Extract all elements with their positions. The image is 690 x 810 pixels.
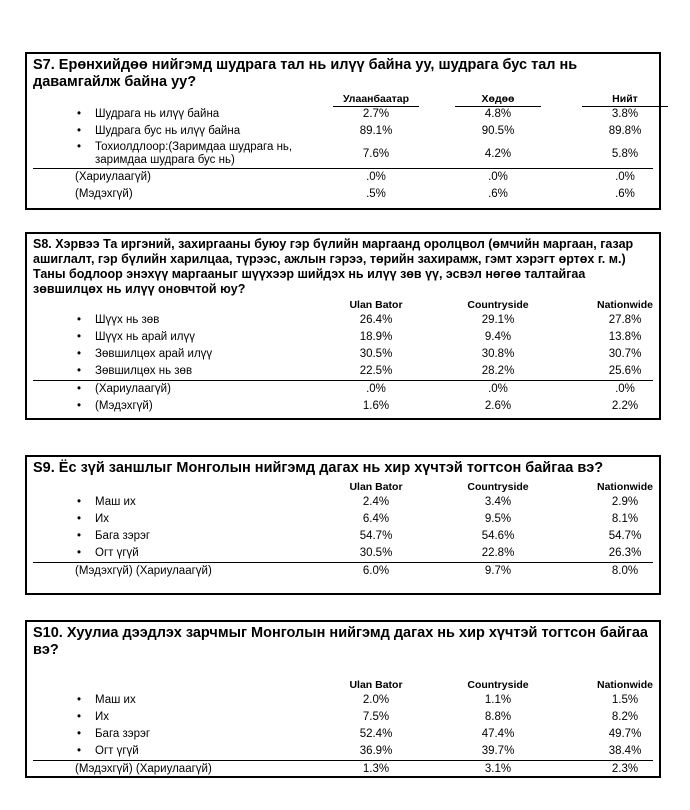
cell-value: 6.4% (362, 513, 390, 525)
cell-value: 7.5% (362, 711, 390, 723)
row-label: Огт үгүй (95, 547, 139, 559)
question-title: S7. Ерөнхийдөө нийгэмд шудрага тал нь илүү байна уу, шудрага бус тал нь давамгайлж байна уу? (33, 57, 578, 90)
row-label: (Хариулаагүй) (75, 171, 151, 183)
cell-value: 9.7% (484, 565, 512, 577)
row-label: Зөвшилцөх нь зөв (95, 365, 193, 377)
cell-value: 39.7% (481, 745, 515, 757)
col-header-countryside: Countryside (467, 299, 529, 311)
question-title: S9. Ёс зүй заншлыг Монголын нийгэмд дагах нь хир хүчтэй тогтсон байгаа вэ? (33, 460, 604, 476)
cell-value: 2.9% (611, 496, 639, 508)
bullet-icon: • (77, 348, 82, 360)
cell-value: 2.7% (362, 108, 390, 120)
cell-value: 26.4% (359, 314, 393, 326)
cell-value: 6.0% (362, 565, 390, 577)
cell-value: 4.2% (484, 148, 512, 160)
table-row (33, 186, 653, 203)
row-label: Шүүх нь зөв (95, 314, 160, 326)
col-header-ulan-bator: Ulan Bator (349, 481, 403, 493)
table-row (33, 743, 653, 760)
cell-value: .0% (488, 171, 508, 183)
table-row (33, 363, 653, 380)
row-label: (Мэдэхгүй) (Хариулаагүй) (75, 565, 212, 577)
table-row (33, 398, 653, 415)
col-header-nationwide: Nationwide (596, 481, 653, 493)
cell-value: 1.6% (362, 400, 390, 412)
table-row (33, 545, 653, 562)
cell-value: 8.8% (484, 711, 512, 723)
table-row (33, 528, 653, 545)
row-label: Огт үгүй (95, 745, 139, 757)
cell-value: 30.8% (481, 348, 515, 360)
col-header-ulaanbaatar: Улаанбаатар (331, 93, 421, 107)
cell-value: .0% (366, 171, 386, 183)
cell-value: 2.3% (611, 763, 639, 775)
cell-value: 1.3% (362, 763, 390, 775)
cell-value: 2.0% (362, 694, 390, 706)
cell-value: 2.2% (611, 400, 639, 412)
cell-value: 1.5% (611, 694, 639, 706)
cell-value: 52.4% (359, 728, 393, 740)
row-label: Шудрага нь илүү байна (95, 108, 220, 120)
row-label: Шудрага бус нь илүү байна (95, 125, 241, 137)
cell-value: 26.3% (608, 547, 642, 559)
table-row (33, 123, 653, 140)
row-label: Маш их (95, 694, 136, 706)
table-header (33, 481, 653, 494)
col-header-nationwide: Nationwide (596, 679, 653, 691)
cell-value: 30.5% (359, 547, 393, 559)
cell-value: 9.4% (484, 331, 512, 343)
table-row (33, 312, 653, 329)
table-row (33, 562, 653, 580)
bullet-icon: • (77, 547, 82, 559)
cell-value: 2.4% (362, 496, 390, 508)
cell-value: .0% (488, 383, 508, 395)
cell-value: 28.2% (481, 365, 515, 377)
table-row (33, 106, 653, 123)
bullet-icon: • (77, 314, 82, 326)
table-header (33, 299, 653, 312)
bullet-icon: • (77, 728, 82, 740)
bullet-icon: • (77, 711, 82, 723)
col-header-countryside: Countryside (467, 481, 529, 493)
col-header-ulan-bator: Ulan Bator (349, 679, 403, 691)
table-row (33, 709, 653, 726)
table-row (33, 346, 653, 363)
col-header-nationwide: Nationwide (596, 299, 653, 311)
cell-value: 8.2% (611, 711, 639, 723)
cell-value: 3.8% (611, 108, 639, 120)
cell-value: 29.1% (481, 314, 515, 326)
cell-value: 5.8% (611, 148, 639, 160)
table-header (33, 679, 653, 692)
col-header-countryside: Хөдөө (453, 93, 543, 107)
cell-value: 4.8% (484, 108, 512, 120)
cell-value: 3.1% (484, 763, 512, 775)
cell-value: 1.1% (484, 694, 512, 706)
cell-value: 90.5% (481, 125, 515, 137)
cell-value: .0% (366, 383, 386, 395)
cell-value: 30.7% (608, 348, 642, 360)
row-label: Бага зэрэг (95, 530, 151, 542)
cell-value: 49.7% (608, 728, 642, 740)
bullet-icon: • (77, 400, 82, 412)
cell-value: 8.0% (611, 565, 639, 577)
cell-value: 36.9% (359, 745, 393, 757)
cell-value: 89.8% (608, 125, 642, 137)
table-row (33, 511, 653, 528)
table-row (33, 692, 653, 709)
question-s10 (25, 620, 661, 778)
cell-value: 13.8% (608, 331, 642, 343)
cell-value: .0% (615, 383, 635, 395)
cell-value: 22.8% (481, 547, 515, 559)
question-s7 (25, 52, 661, 210)
table-header (33, 93, 653, 106)
cell-value: 54.7% (608, 530, 642, 542)
bullet-icon: • (77, 513, 82, 525)
cell-value: 18.9% (359, 331, 393, 343)
bullet-icon: • (77, 125, 82, 137)
cell-value: 2.6% (484, 400, 512, 412)
question-title: S8. Хэрвээ Та иргэний, захиргааны буюу гэр бүлийн маргаанд оролцвол (өмчийн маргаан, газар ашиглалт, гэр бүлийн харилцаа, түрээс, ажлын гэрээ, төрийн захирамж, гэмт хэрэгт өртөх г. м.) Таны бодлоор энэхүү маргааныг шүүхээр шийдэх нь илүү зөв үү, эсвэл нөгөө талтайгаа зөвшилцөх нь илүү оновчтой юу? (33, 237, 634, 296)
cell-value: .5% (366, 188, 386, 200)
row-label: (Мэдэхгүй) (75, 188, 133, 200)
bullet-icon: • (77, 365, 82, 377)
table-row (33, 140, 653, 168)
table-row (33, 494, 653, 511)
cell-value: 47.4% (481, 728, 515, 740)
cell-value: 3.4% (484, 496, 512, 508)
row-label: (Хариулаагүй) (95, 383, 171, 395)
cell-value: 25.6% (608, 365, 642, 377)
table-row (33, 726, 653, 743)
bullet-icon: • (77, 383, 82, 395)
row-label: Зөвшилцөх арай илүү (95, 348, 213, 360)
cell-value: 22.5% (359, 365, 393, 377)
cell-value: 54.7% (359, 530, 393, 542)
question-title: S10. Хуулиа дээдлэх зарчмыг Монголын нийгэмд дагах нь хир хүчтэй тогтсон байгаа вэ? (33, 625, 648, 658)
bullet-icon: • (77, 745, 82, 757)
cell-value: 89.1% (359, 125, 393, 137)
bullet-icon: • (77, 496, 82, 508)
row-label: Тохиолдлоор:(Заримдаа шудрага нь, заримдаа шудрага бус нь) (95, 141, 293, 166)
cell-value: .0% (615, 171, 635, 183)
question-s9 (25, 455, 661, 595)
cell-value: 7.6% (362, 148, 390, 160)
row-label: (Мэдэхгүй) (Хариулаагүй) (75, 763, 212, 775)
bullet-icon: • (77, 331, 82, 343)
bullet-icon: • (77, 530, 82, 542)
bullet-icon: • (77, 694, 82, 706)
cell-value: 38.4% (608, 745, 642, 757)
cell-value: 27.8% (608, 314, 642, 326)
cell-value: .6% (615, 188, 635, 200)
row-label: (Мэдэхгүй) (95, 400, 153, 412)
cell-value: .6% (488, 188, 508, 200)
table-row (33, 168, 653, 186)
cell-value: 54.6% (481, 530, 515, 542)
table-row (33, 329, 653, 346)
table-row (33, 380, 653, 398)
col-header-nationwide: Нийт (580, 93, 670, 107)
cell-value: 30.5% (359, 348, 393, 360)
cell-value: 8.1% (611, 513, 639, 525)
bullet-icon: • (77, 141, 82, 153)
col-header-countryside: Countryside (467, 679, 529, 691)
row-label: Их (95, 513, 110, 525)
row-label: Бага зэрэг (95, 728, 151, 740)
question-s8 (25, 232, 661, 420)
bullet-icon: • (77, 108, 82, 120)
col-header-ulan-bator: Ulan Bator (349, 299, 403, 311)
cell-value: 9.5% (484, 513, 512, 525)
row-label: Их (95, 711, 110, 723)
row-label: Маш их (95, 496, 136, 508)
table-row (33, 760, 653, 778)
row-label: Шүүх нь арай илүү (95, 331, 195, 343)
